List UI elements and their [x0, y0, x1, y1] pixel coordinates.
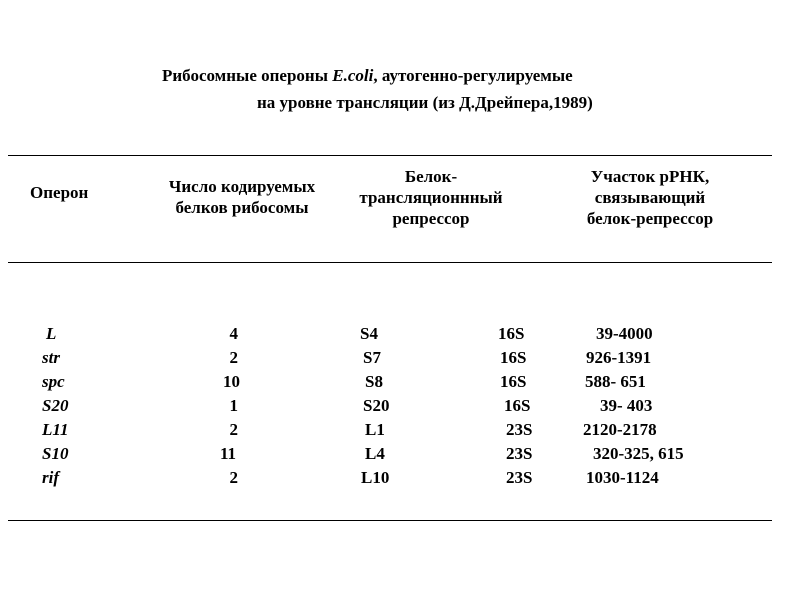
cell-site: 926-1391: [586, 348, 652, 367]
header-top-rule: [8, 155, 772, 156]
header-operon: Оперон: [30, 183, 89, 202]
cell-site: 588- 651: [585, 372, 646, 391]
cell-count: 2: [229, 348, 238, 367]
cell-rrna: 16S: [500, 372, 527, 391]
title-prefix: Рибосомные опероны: [162, 66, 333, 85]
cell-count: 1: [229, 396, 238, 415]
header-site-line: Участок рРНК,: [590, 167, 710, 186]
table-title-line2: на уровне трансляции (из Д.Дрейпера,1989): [257, 93, 593, 112]
cell-site: 2120-2178: [583, 420, 657, 439]
table-title-line1: [162, 66, 573, 86]
header-repressor-line: трансляционнный: [359, 188, 503, 207]
cell-repressor: S4: [360, 324, 378, 343]
header-site: [560, 166, 740, 229]
cell-operon: rif: [42, 468, 59, 487]
cell-site: 1030-1124: [586, 468, 659, 487]
cell-count: 10: [223, 372, 240, 391]
cell-repressor: S7: [363, 348, 381, 367]
cell-site: 39-4000: [596, 324, 653, 343]
cell-count: 4: [229, 324, 238, 343]
cell-rrna: 16S: [504, 396, 531, 415]
cell-repressor: S20: [363, 396, 390, 415]
cell-count: 2: [229, 468, 238, 487]
table-bottom-rule: [8, 520, 772, 521]
cell-count: 11: [219, 444, 236, 463]
cell-rrna: 16S: [500, 348, 527, 367]
cell-rrna: 23S: [506, 420, 533, 439]
header-repressor-line: Белок-: [404, 167, 458, 186]
cell-operon: L11: [42, 420, 69, 439]
cell-operon: S20: [42, 396, 69, 415]
cell-site: 39- 403: [600, 396, 653, 415]
cell-repressor: L4: [365, 444, 385, 463]
header-count-line: Число кодируемых: [168, 177, 316, 196]
title-organism: E.coli: [332, 66, 374, 85]
title-suffix: , аутогенно-регулируемые: [373, 66, 573, 85]
cell-repressor: S8: [365, 372, 383, 391]
cell-repressor: L1: [365, 420, 385, 439]
cell-operon: L: [46, 324, 57, 343]
cell-operon: str: [42, 348, 60, 367]
cell-site: 320-325, 615: [593, 444, 684, 463]
header-count: [150, 176, 334, 218]
header-repressor: [336, 166, 526, 229]
cell-rrna: 23S: [506, 468, 533, 487]
cell-rrna: 16S: [498, 324, 525, 343]
cell-operon: spc: [42, 372, 65, 391]
header-site-line: связывающий: [594, 188, 706, 207]
cell-operon: S10: [42, 444, 69, 463]
header-repressor-line: репрессор: [392, 209, 470, 228]
header-site-line: белок-репрессор: [586, 209, 714, 228]
header-bottom-rule: [8, 262, 772, 263]
cell-count: 2: [229, 420, 238, 439]
cell-repressor: L10: [361, 468, 390, 487]
header-count-line: белков рибосомы: [175, 198, 309, 217]
cell-rrna: 23S: [506, 444, 533, 463]
